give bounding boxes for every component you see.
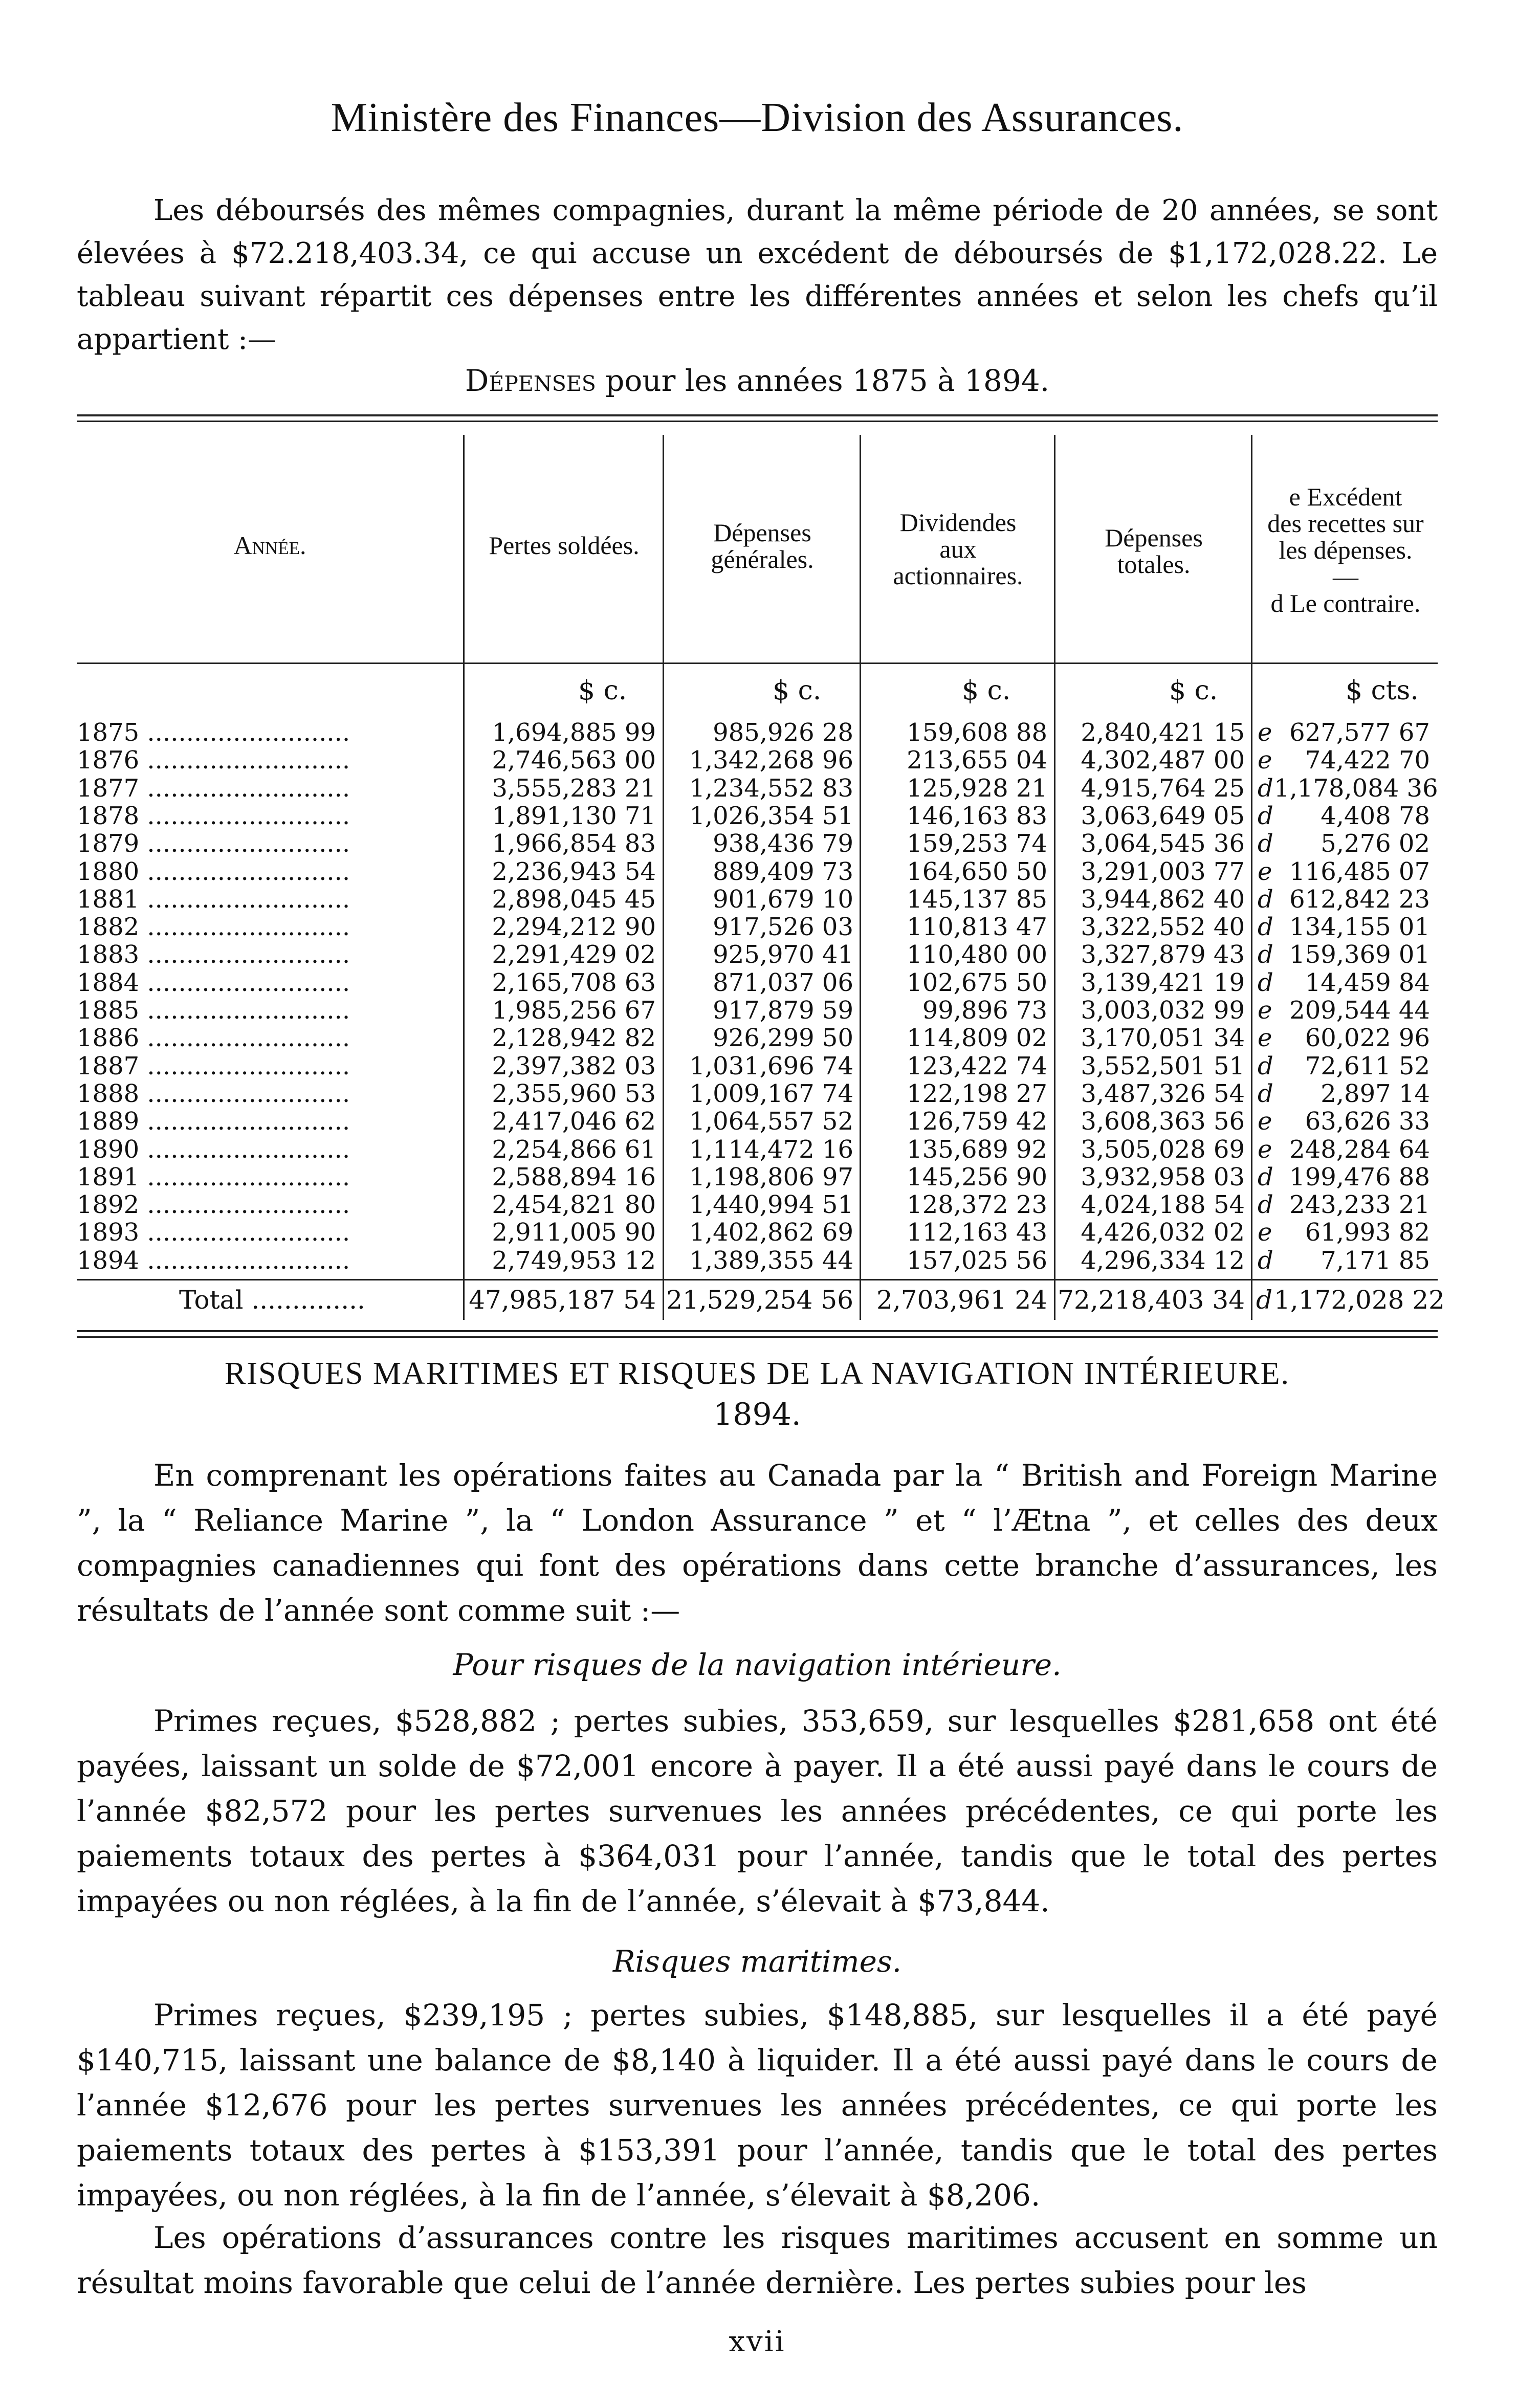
table-cell: 63,626 33 xyxy=(1305,1107,1430,1136)
table-cell-flag: e xyxy=(1258,1024,1272,1053)
table-cell-flag: e xyxy=(1258,857,1272,886)
table-cell-flag: e xyxy=(1258,996,1272,1025)
table-cell: 4,426,032 02 xyxy=(1081,1218,1245,1247)
table-row-year: 1890 .......................... xyxy=(77,1135,350,1164)
total-pertes: 47,985,187 54 xyxy=(469,1285,656,1315)
table-cell: 2,355,960 53 xyxy=(492,1079,656,1108)
col-divider xyxy=(663,435,664,1320)
running-header: Ministère des Finances—Division des Assurances. xyxy=(331,95,1184,140)
table-cell: 2,746,563 00 xyxy=(492,746,656,775)
table-title-caps: Dépenses xyxy=(465,363,596,398)
col-header-exc-l2: des recettes sur xyxy=(1267,509,1424,538)
table-top-rule xyxy=(77,414,1438,416)
total-label-text: Total xyxy=(179,1285,244,1315)
table-row-year: 1892 .......................... xyxy=(77,1190,350,1220)
page-number: xvii xyxy=(729,2325,786,2358)
table-cell: 3,139,421 19 xyxy=(1081,968,1245,997)
table-cell: 1,026,354 51 xyxy=(689,801,853,830)
table-cell: 2,898,045 45 xyxy=(492,885,656,914)
table-cell: 1,694,885 99 xyxy=(492,718,656,747)
table-cell: 1,891,130 71 xyxy=(492,801,656,830)
table-cell: 1,178,084 36 xyxy=(1274,774,1438,803)
table-cell-flag: d xyxy=(1258,913,1273,942)
unit-pertes: $ c. xyxy=(578,675,627,706)
table-cell: 926,299 50 xyxy=(713,1024,853,1053)
table-cell: 4,302,487 00 xyxy=(1081,746,1245,775)
table-cell: 2,417,046 62 xyxy=(492,1107,656,1136)
table-bottom-rule xyxy=(77,1330,1438,1332)
col-header-divid-l3: actionnaires. xyxy=(893,561,1023,590)
table-cell: 1,389,355 44 xyxy=(689,1246,853,1275)
table-cell: 4,915,764 25 xyxy=(1081,774,1245,803)
table-cell: 199,476 88 xyxy=(1289,1162,1430,1191)
unit-divid: $ c. xyxy=(962,675,1011,706)
table-cell: 114,809 02 xyxy=(907,1024,1047,1053)
table-cell: 61,993 82 xyxy=(1305,1218,1430,1247)
table-cell: 123,422 74 xyxy=(907,1051,1047,1080)
table-cell: 110,480 00 xyxy=(907,940,1047,969)
table-cell: 122,198 27 xyxy=(907,1079,1047,1108)
table-cell: 1,402,862 69 xyxy=(689,1218,853,1247)
section-title: RISQUES MARITIMES ET RISQUES DE LA NAVIGATION INTÉRIEURE. xyxy=(225,1356,1290,1391)
table-cell: 2,897 14 xyxy=(1321,1079,1430,1108)
table-row-year: 1879 .......................... xyxy=(77,829,350,858)
col-header-divid-l1: Dividendes xyxy=(899,508,1017,537)
table-row-year: 1894 .......................... xyxy=(77,1246,350,1275)
table-cell: 1,966,854 83 xyxy=(492,829,656,858)
table-cell: 2,294,212 90 xyxy=(492,913,656,942)
col-header-exc-l4: — xyxy=(1333,562,1358,591)
table-cell: 612,842 23 xyxy=(1289,885,1430,914)
section-paragraph-1: En comprenant les opérations faites au Canada par la “ British and Foreign Marine ”, la “ Reliance Marine ”, la “ London Assurance ” et “ l’Ætna ”, et celles des deux compagnies canadiennes qui font des opérations dans cette branche d’assurances, les résultats de l’année sont comme suit :— xyxy=(77,1458,1438,1628)
table-row-year: 1882 .......................... xyxy=(77,913,350,942)
table-cell: 1,234,552 83 xyxy=(689,774,853,803)
table-cell: 3,327,879 43 xyxy=(1081,940,1245,969)
table-row-year: 1878 .......................... xyxy=(77,801,350,830)
col-divider xyxy=(1251,435,1252,1320)
table-cell: 146,163 83 xyxy=(907,801,1047,830)
table-cell: 2,128,942 82 xyxy=(492,1024,656,1053)
table-cell-flag: e xyxy=(1258,746,1272,775)
table-cell: 938,436 79 xyxy=(713,829,853,858)
table-cell: 134,155 01 xyxy=(1289,913,1430,942)
col-header-annee: Année. xyxy=(233,531,306,560)
table-cell: 925,970 41 xyxy=(713,940,853,969)
table-cell: 1,198,806 97 xyxy=(689,1162,853,1191)
table-cell-flag: e xyxy=(1258,1218,1272,1247)
table-cell: 72,611 52 xyxy=(1305,1051,1430,1080)
section-paragraph-4: Les opérations d’assurances contre les risques maritimes accusent en somme un résultat moins favorable que celui de l’année dernière. Les pertes subies pour les xyxy=(77,2220,1438,2300)
table-cell: 5,276 02 xyxy=(1321,829,1430,858)
table-cell: 110,813 47 xyxy=(907,913,1047,942)
intro-paragraph: Les déboursés des mêmes compagnies, durant la même période de 20 années, se sont élevées à $72.218,403.34, ce qui accuse un excédent de déboursés de $1,172,028.22. Le tableau suivant répartit ces dépenses entre les différentes années et selon les chefs qu’il appartient :— xyxy=(77,194,1438,356)
total-divid: 2,703,961 24 xyxy=(876,1285,1047,1315)
table-cell: 1,064,557 52 xyxy=(689,1107,853,1136)
table-cell: 60,022 96 xyxy=(1305,1024,1430,1053)
table-row-year: 1877 .......................... xyxy=(77,774,350,803)
col-header-depgen xyxy=(665,519,860,572)
table-cell: 135,689 92 xyxy=(907,1135,1047,1164)
table-cell: 2,588,894 16 xyxy=(492,1162,656,1191)
table-cell: 3,555,283 21 xyxy=(492,774,656,803)
table-cell: 164,650 50 xyxy=(907,857,1047,886)
table-cell: 985,926 28 xyxy=(713,718,853,747)
table-cell-flag: d xyxy=(1258,1079,1273,1108)
table-cell: 125,928 21 xyxy=(907,774,1047,803)
table-cell-flag: d xyxy=(1258,1051,1273,1080)
table-cell: 3,063,649 05 xyxy=(1081,801,1245,830)
table-cell: 248,284 64 xyxy=(1289,1135,1430,1164)
subheading-navigation: Pour risques de la navigation intérieure. xyxy=(453,1647,1062,1682)
col-header-deptot xyxy=(1057,524,1251,578)
table-cell: 145,256 90 xyxy=(907,1162,1047,1191)
table-cell-flag: e xyxy=(1258,1107,1272,1136)
table-cell-flag: e xyxy=(1258,1135,1272,1164)
total-label: Total .............. xyxy=(179,1285,365,1315)
table-row-year: 1875 .......................... xyxy=(77,718,350,747)
table-cell: 209,544 44 xyxy=(1289,996,1430,1025)
total-depgen: 21,529,254 56 xyxy=(666,1285,853,1315)
table-row-year: 1893 .......................... xyxy=(77,1218,350,1247)
table-cell: 4,024,188 54 xyxy=(1081,1190,1245,1220)
table-cell: 889,409 73 xyxy=(713,857,853,886)
table-cell-flag: d xyxy=(1258,829,1273,858)
table-cell: 871,037 06 xyxy=(713,968,853,997)
table-top-rule-2 xyxy=(77,421,1438,422)
unit-depgen: $ c. xyxy=(773,675,822,706)
table-title-rest: pour les années 1875 à 1894. xyxy=(596,363,1050,398)
col-header-deptot-l2: totales. xyxy=(1117,550,1191,579)
unit-deptot: $ c. xyxy=(1169,675,1218,706)
table-cell: 4,408 78 xyxy=(1321,801,1430,830)
table-row-year: 1888 .......................... xyxy=(77,1079,350,1108)
total-exc: 1,172,028 22 xyxy=(1274,1285,1445,1315)
table-cell: 3,608,363 56 xyxy=(1081,1107,1245,1136)
unit-exc: $ cts. xyxy=(1346,675,1419,706)
table-cell: 917,879 59 xyxy=(713,996,853,1025)
table-cell-flag: d xyxy=(1258,1190,1273,1220)
col-divider xyxy=(1054,435,1055,1320)
table-bottom-rule-2 xyxy=(77,1336,1438,1338)
table-cell: 3,170,051 34 xyxy=(1081,1024,1245,1053)
table-cell: 159,253 74 xyxy=(907,829,1047,858)
table-cell: 112,163 43 xyxy=(907,1218,1047,1247)
table-cell: 116,485 07 xyxy=(1289,857,1430,886)
col-header-exc-l5: d Le contraire. xyxy=(1270,589,1421,617)
subheading-maritimes: Risques maritimes. xyxy=(612,1944,902,1979)
table-cell: 3,322,552 40 xyxy=(1081,913,1245,942)
table-cell-flag: e xyxy=(1258,718,1272,747)
col-header-exc-l3: les dépenses. xyxy=(1279,536,1413,564)
table-cell-flag: d xyxy=(1258,1246,1273,1275)
col-header-excedent xyxy=(1253,483,1438,616)
table-cell: 1,031,696 74 xyxy=(689,1051,853,1080)
table-cell: 126,759 42 xyxy=(907,1107,1047,1136)
table-cell: 2,454,821 80 xyxy=(492,1190,656,1220)
section-paragraph-3: Primes reçues, $239,195 ; pertes subies, $148,885, sur lesquelles il a été payé $140,715, laissant une balance de $8,140 à liquider. Il a été aussi payé dans le cours de l’année $12,676 pour les pertes survenues les années précédentes, ce qui porte les paiements totaux des pertes à $153,391 pour l’année, tandis que le total des pertes impayées, ou non réglées, à la fin de l’année, s’élevait à $8,206. xyxy=(77,1998,1438,2213)
total-deptot: 72,218,403 34 xyxy=(1058,1285,1245,1315)
table-cell: 1,114,472 16 xyxy=(689,1135,853,1164)
table-cell: 157,025 56 xyxy=(907,1246,1047,1275)
table-row-year: 1889 .......................... xyxy=(77,1107,350,1136)
table-cell-flag: d xyxy=(1258,968,1273,997)
table-row-year: 1881 .......................... xyxy=(77,885,350,914)
total-exc-letter: d xyxy=(1256,1285,1273,1315)
table-cell-flag: d xyxy=(1258,885,1273,914)
table-cell: 3,944,862 40 xyxy=(1081,885,1245,914)
total-top-rule xyxy=(77,1279,1438,1280)
table-row-year: 1880 .......................... xyxy=(77,857,350,886)
table-cell: 2,291,429 02 xyxy=(492,940,656,969)
table-row-year: 1876 .......................... xyxy=(77,746,350,775)
table-cell: 99,896 73 xyxy=(922,996,1047,1025)
table-cell: 102,675 50 xyxy=(907,968,1047,997)
table-row-year: 1891 .......................... xyxy=(77,1162,350,1191)
table-cell: 4,296,334 12 xyxy=(1081,1246,1245,1275)
col-divider xyxy=(463,435,465,1320)
col-header-divid xyxy=(862,509,1054,589)
table-cell: 3,064,545 36 xyxy=(1081,829,1245,858)
table-cell: 1,342,268 96 xyxy=(689,746,853,775)
table-cell: 627,577 67 xyxy=(1289,718,1430,747)
table-cell: 159,608 88 xyxy=(907,718,1047,747)
table-cell: 145,137 85 xyxy=(907,885,1047,914)
table-cell-flag: d xyxy=(1258,801,1273,830)
table-cell: 1,009,167 74 xyxy=(689,1079,853,1108)
table-cell-flag: d xyxy=(1258,1162,1273,1191)
table-cell-flag: d xyxy=(1258,940,1273,969)
table-cell: 7,171 85 xyxy=(1321,1246,1430,1275)
table-cell: 3,487,326 54 xyxy=(1081,1079,1245,1108)
table-cell: 1,985,256 67 xyxy=(492,996,656,1025)
header-bottom-rule xyxy=(77,663,1438,664)
col-header-deptot-l1: Dépenses xyxy=(1105,523,1203,552)
table-cell: 1,440,994 51 xyxy=(689,1190,853,1220)
table-cell: 917,526 03 xyxy=(713,913,853,942)
table-cell: 159,369 01 xyxy=(1289,940,1430,969)
table-title xyxy=(77,363,1438,398)
table-row-year: 1885 .......................... xyxy=(77,996,350,1025)
col-header-depgen-l1: Dépenses xyxy=(713,518,811,547)
table-cell: 2,165,708 63 xyxy=(492,968,656,997)
col-header-pertes: Pertes soldées. xyxy=(489,531,640,560)
table-row-year: 1883 .......................... xyxy=(77,940,350,969)
table-cell: 128,372 23 xyxy=(907,1190,1047,1220)
table-cell: 2,911,005 90 xyxy=(492,1218,656,1247)
table-cell: 2,397,382 03 xyxy=(492,1051,656,1080)
table-cell: 2,840,421 15 xyxy=(1081,718,1245,747)
table-cell: 213,655 04 xyxy=(907,746,1047,775)
col-divider xyxy=(860,435,861,1320)
table-cell: 2,749,953 12 xyxy=(492,1246,656,1275)
table-cell: 2,236,943 54 xyxy=(492,857,656,886)
section-paragraph-2: Primes reçues, $528,882 ; pertes subies, 353,659, sur lesquelles $281,658 ont été payées, laissant un solde de $72,001 encore à payer. Il a été aussi payé dans le cours de l’année $82,572 pour les pertes survenues les années précédentes, ce qui porte les paiements totaux des pertes à $364,031 pour l’année, tandis que le total des pertes impayées ou non réglées, à la fin de l’année, s’élevait à $73,844. xyxy=(77,1704,1438,1918)
table-cell: 901,679 10 xyxy=(713,885,853,914)
col-header-divid-l2: aux xyxy=(939,535,977,563)
col-header-exc-l1: e Excédent xyxy=(1289,482,1402,511)
table-row-year: 1887 .......................... xyxy=(77,1051,350,1080)
table-cell: 3,552,501 51 xyxy=(1081,1051,1245,1080)
table-cell: 14,459 84 xyxy=(1305,968,1430,997)
table-cell: 2,254,866 61 xyxy=(492,1135,656,1164)
table-cell: 3,932,958 03 xyxy=(1081,1162,1245,1191)
table-row-year: 1886 .......................... xyxy=(77,1024,350,1053)
table-cell: 3,505,028 69 xyxy=(1081,1135,1245,1164)
table-cell: 74,422 70 xyxy=(1305,746,1430,775)
table-cell: 3,003,032 99 xyxy=(1081,996,1245,1025)
col-header-depgen-l2: générales. xyxy=(711,545,814,573)
table-cell-flag: d xyxy=(1258,774,1273,803)
table-cell: 3,291,003 77 xyxy=(1081,857,1245,886)
section-year: 1894. xyxy=(713,1397,801,1432)
table-cell: 243,233 21 xyxy=(1289,1190,1430,1220)
table-row-year: 1884 .......................... xyxy=(77,968,350,997)
